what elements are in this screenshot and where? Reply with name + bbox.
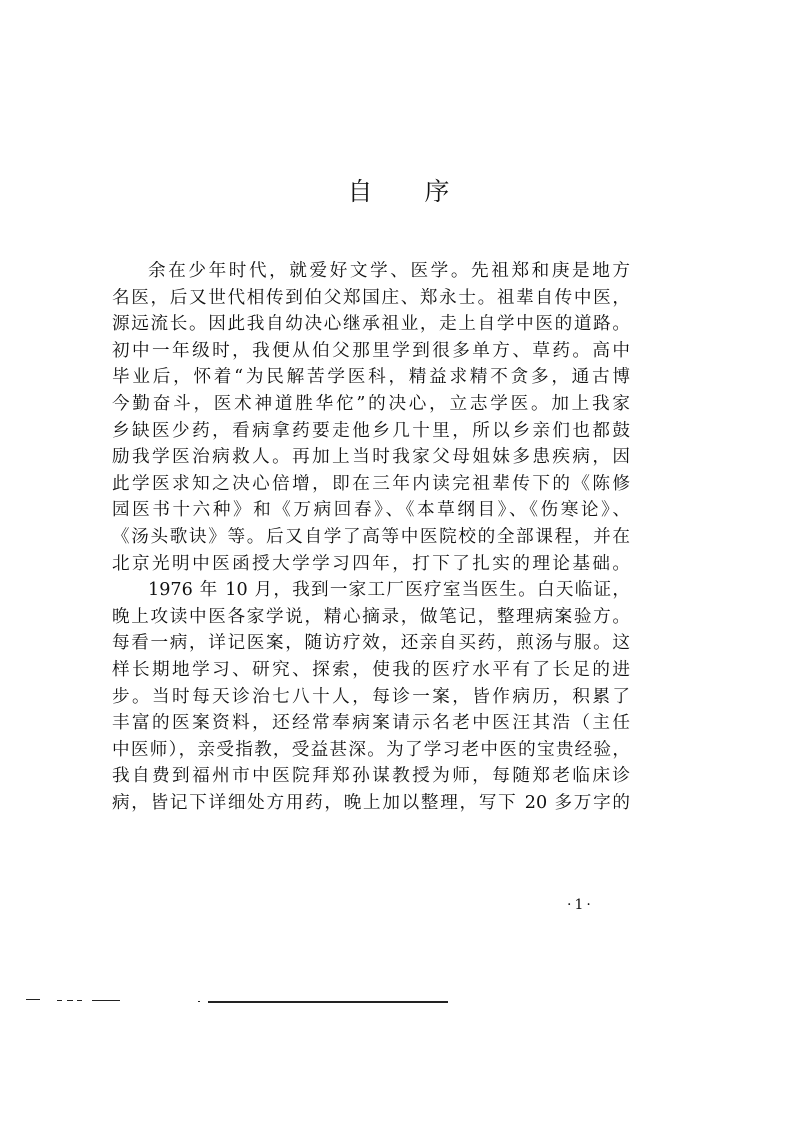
- text-line: 样长期地学习、研究、探索，使我的医疗水平有了长足的进: [112, 659, 630, 680]
- text-line: 晚上攻读中医各家学说，精心摘录，做笔记，整理病案验方。: [112, 606, 630, 627]
- title-char-2: 序: [424, 177, 450, 206]
- text-line: 初中一年级时，我便从伯父那里学到很多单方、草药。高中: [112, 340, 630, 361]
- text-line: 我自费到福州市中医院拜郑孙谋教授为师，每随郑老临床诊: [112, 766, 630, 787]
- text-line: 乡缺医少药，看病拿药要走他乡几十里，所以乡亲们也都鼓: [112, 420, 630, 441]
- text-line: 《汤头歌诀》等。后又自学了高等中医院校的全部课程，并在: [112, 526, 630, 547]
- text-line: 毕业后，怀着“为民解苦学医科，精益求精不贪多，通古博: [112, 367, 630, 388]
- rule-segment: [26, 999, 40, 1000]
- rule-segment: [57, 1000, 62, 1001]
- text-line: 病，皆记下详细处方用药，晚上加以整理，写下 20 多万字的: [112, 792, 630, 813]
- body-text: [112, 258, 630, 816]
- rule-segment: [198, 1001, 200, 1002]
- text-line: 步。当时每天诊治七八十人，每诊一案，皆作病历，积累了: [112, 686, 630, 707]
- text-line: 中医师），亲受指教，受益甚深。为了学习老中医的宝贵经验，: [112, 739, 630, 760]
- title-char-1: 自: [347, 177, 373, 206]
- rule-segment: [67, 1000, 73, 1001]
- rule-segment: [92, 1000, 120, 1001]
- page-number: ·1·: [567, 897, 594, 913]
- text-line: 名医，后又世代相传到伯父郑国庄、郑永士。祖辈自传中医，: [112, 287, 630, 308]
- page-title: [0, 172, 797, 208]
- text-line: 丰富的医案资料，还经常奉病案请示名老中医汪其浩（主任: [112, 713, 630, 734]
- text-line: 1976 年 10 月，我到一家工厂医疗室当医生。白天临证，: [148, 580, 630, 601]
- rule-segment: [208, 1001, 448, 1003]
- text-line: 每看一病，详记医案，随访疗效，还亲自买药，煎汤与服。这: [112, 633, 630, 654]
- text-line: 励我学医治病救人。再加上当时我家父母姐妹多患疾病，因: [112, 447, 630, 468]
- text-line: 余在少年时代，就爱好文学、医学。先祖郑和庚是地方: [148, 261, 630, 281]
- rule-segment: [77, 1000, 82, 1001]
- paragraph-1: [112, 258, 630, 577]
- text-line: 源远流长。因此我自幼决心继承祖业，走上自学中医的道路。: [112, 314, 630, 335]
- text-line: 今勤奋斗，医术神道胜华佗”的决心，立志学医。加上我家: [112, 393, 630, 414]
- text-line: 此学医求知之决心倍增，即在三年内读完祖辈传下的《陈修: [112, 473, 630, 494]
- text-line: 北京光明中医函授大学学习四年，打下了扎实的理论基础。: [112, 553, 630, 574]
- paragraph-2: [112, 577, 630, 816]
- text-line: 园医书十六种》和《万病回春》、《本草纲目》、《伤寒论》、: [112, 500, 630, 521]
